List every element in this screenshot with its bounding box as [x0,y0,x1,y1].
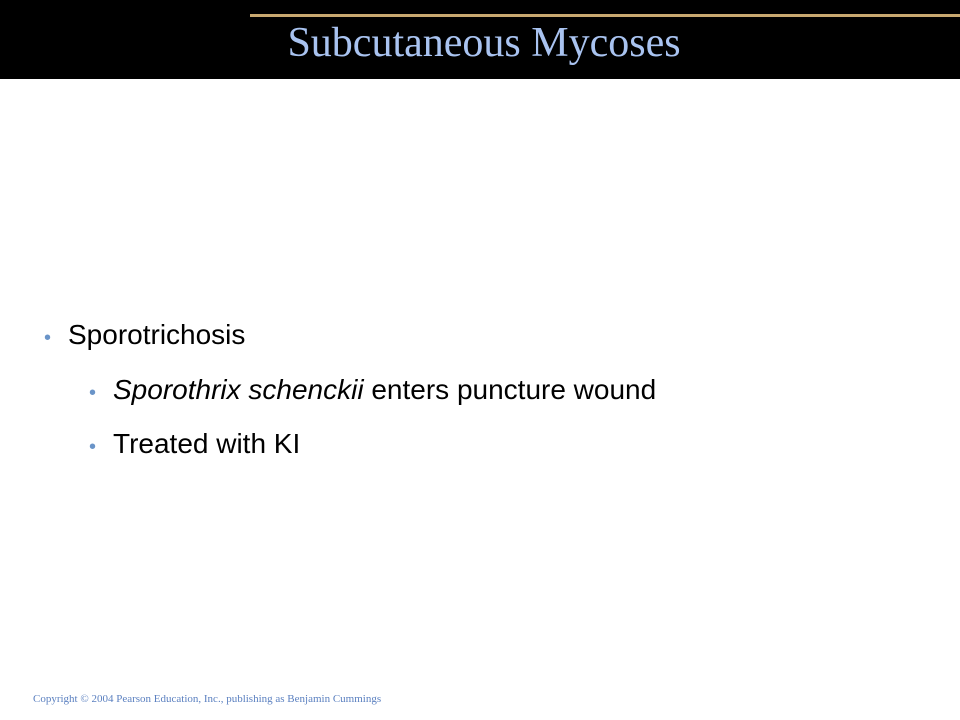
copyright-footer: Copyright © 2004 Pearson Education, Inc., publishing as Benjamin Cummings [33,693,382,705]
bullet-item-sporotrichosis [44,318,245,355]
organism-name: Sporothrix schenckii [113,374,364,405]
bullet-marker: • [89,382,97,404]
bullet-text: Sporotrichosis [68,319,246,350]
bullet-marker: • [44,327,52,349]
slide-title: Subcutaneous Mycoses [287,20,681,66]
bullet-item-sporothrix [89,373,656,410]
bullet-text: Treated with KI [113,428,301,459]
bullet-item-treatment [89,427,300,464]
bullet-text: enters puncture wound [363,374,657,405]
title-bar [0,0,960,79]
bullet-marker: • [89,436,97,458]
